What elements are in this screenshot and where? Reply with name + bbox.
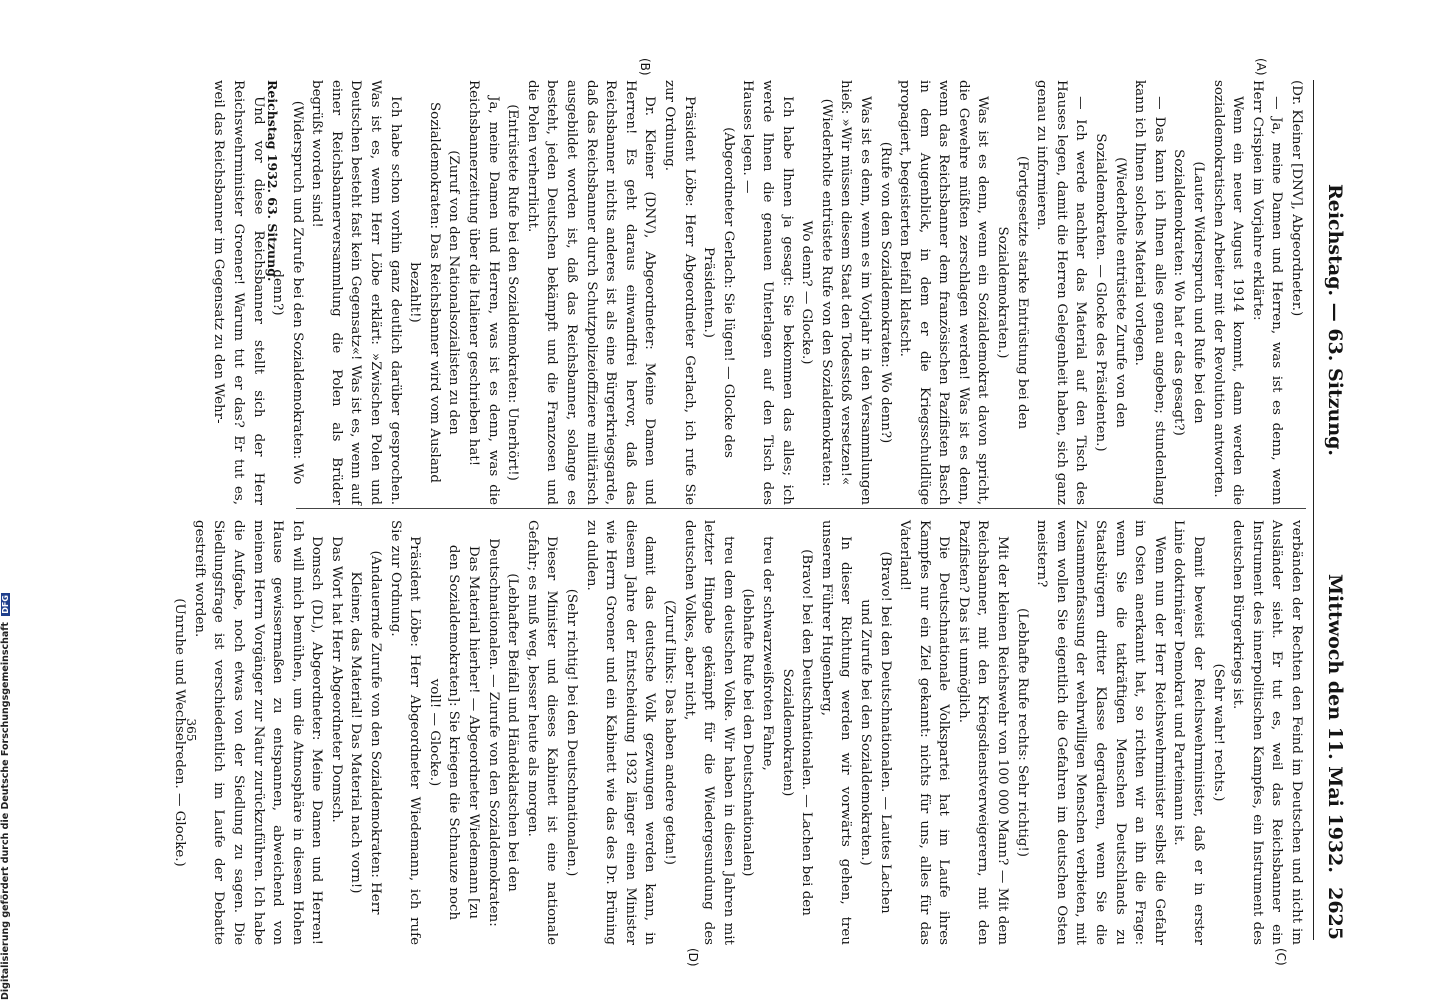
margin-mark-d: (D): [686, 948, 700, 967]
column-divider: [296, 508, 1306, 509]
text-paragraph: Die Deutschnationale Volkspartei hat im Laufe ihres Kampfes nur ein Ziel gekannt: nichts für uns, alles für das Vaterland!: [897, 520, 952, 945]
text-paragraph: treu dem deutschen Volke. Wir haben in diesen Jahren mit letzter Hingabe gekämpft für die Wiedergesundung des deutschen Volkes, aber nicht,: [681, 520, 736, 945]
text-paragraph: — Ich werde nachher das Material auf den Tisch des Hauses legen, damit die Herren Gelegenheit haben, sich ganz genau zu informieren.: [1034, 80, 1089, 505]
interjection-paragraph: (Sehr richtig! bei den Deutschnationalen.): [564, 588, 580, 877]
text-paragraph: verbänden der Rechten den Feind im Deutschen und nicht im Ausländer sieht. Er tut es, weil das Reichsbanner ein Instrument des innerpolitischen Kampfes, ein Instrument des deutschen Bürgerkriegs ist.: [1230, 520, 1304, 945]
text-paragraph: damit das deutsche Volk gezwungen werden kann, in diesem Jahre der Entscheidung 1932 länger einen Minister wie Herrn Groener und ein Kabinett wie das des Dr. Brüning zu dulden.: [583, 520, 658, 945]
interjection-paragraph: (lebhafte Rufe bei den Deutschnationalen): [740, 588, 756, 877]
text-paragraph: — Ja, meine Damen und Herren, was ist es denn, wenn Herr Crispien im Vorjahre erklärte:: [1249, 80, 1285, 505]
text-paragraph: In dieser Richtung werden wir vorwärts gehen, treu unserem Führer Hugenberg,: [818, 520, 854, 945]
text-paragraph: Damit beweist der Reichswehrminister, daß er in erster Linie doktrinärer Demokrat und Parteimann ist.: [1171, 520, 1207, 945]
left-text-column: [209, 80, 1306, 505]
text-paragraph: Dieser Minister und dieses Kabinett ist eine nationale Gefahr; es muß weg, besser heute als morgen.: [524, 520, 560, 945]
interjection-paragraph: (Bravo! bei den Deutschnationalen. — Lautes Lachen und Zurufe bei den Sozialdemokraten.): [857, 551, 893, 914]
text-paragraph: Was ist es denn, wenn ein Sozialdemokrat davon spricht, die Gewehre müßten zerschlagen werden! Was ist es denn, wenn das Reichsbanner dem französischen Pazifisten Basch in dem Augenblick, in dem er die Kriegsschuldlüge propagiert, begeisterten Beifall klatscht.: [897, 80, 991, 505]
text-paragraph: — Das kann ich Ihnen alles genau angeben; stundenlang kann ich Ihnen solches Material vorlegen.: [1132, 80, 1167, 505]
interjection-paragraph: (Bravo! bei den Deutschnationalen. — Lachen bei den Sozialdemokraten): [779, 549, 815, 916]
speaker-paragraph: Dr. Kleiner (DNV), Abgeordneter: Meine Damen und Herren! Es geht daraus einwandfrei hervor, daß das Reichsbanner nichts anderes ist als eine Bürgerkriegsgarde, daß das Reichsbanner durch Schutzpolizeioffiziere militärisch ausgebildet worden ist, daß das Reichsbanner, solange es besteht, jeden Deutschen bekämpft und die Franzosen und die Polen verherrlicht.: [524, 80, 658, 505]
text-paragraph: Ich habe schon vorhin ganz deutlich darüber gesprochen. Was ist es, wenn Herr Löbe erklärt: »Zwischen Polen und Deutschen besteht fast kein Gegensatz«! Was ist es, wenn auf einer Reichsbannerversammlung die Polen als Brüder begrüßt worden sind!: [309, 80, 403, 505]
interjection-paragraph: (Unruhe und Wechselreden. — Glocke.): [172, 598, 188, 867]
margin-mark-b: (B): [638, 58, 652, 76]
text-paragraph: Ja, meine Damen und Herren, was ist es denn, was die Reichsbannerzeitung über die Italiener geschrieben hat!: [466, 80, 501, 505]
interjection-paragraph: (Widerspruch und Zurufe bei den Sozialdemokraten: Wo denn?): [270, 100, 305, 485]
digitization-credit-text: Digitalisierung gefördert durch die Deutsche Forschungsgemeinschaft: [0, 622, 11, 1000]
interjection-paragraph: (Lebhafte Rufe rechts: Sehr richtig!): [1014, 607, 1030, 858]
footer-session-note: Reichstag 1932. 63. Sitzung.: [265, 80, 280, 282]
interjection-paragraph: (Zuruf von den Nationalsozialisten zu den Sozialdemokraten: Das Reichsbanner wird vom Ausland bezahlt!): [407, 102, 462, 483]
dfg-logo: DFG: [1, 595, 10, 614]
text-paragraph: Das Wort hat Herr Abgeordneter Domsch.: [328, 536, 344, 823]
text-paragraph: (Dr. Kleiner [DNV], Abgeordneter.): [1289, 80, 1304, 317]
margin-mark-c: (C): [1274, 948, 1288, 966]
interjection-paragraph: (Andauernde Zurufe von den Sozialdemokraten: Herr Kleiner, das Material! Das Material nach vorn!): [348, 550, 384, 915]
speaker-paragraph: Präsident Löbe: Herr Abgeordneter Gerlach, ich rufe Sie zur Ordnung.: [662, 80, 697, 505]
header-session: Reichstag. — 63. Sitzung.: [1324, 183, 1346, 457]
interjection-paragraph: (Abgeordneter Gerlach: Sie lügen! — Glocke des Präsidenten.): [701, 127, 736, 458]
interjection-paragraph: (Lauter Widerspruch und Rufe bei den Sozialdemokraten: Wo hat er das gesagt?): [1171, 149, 1207, 436]
text-paragraph: Mit der kleinen Reichswehr von 100 000 Mann? — Mit dem Reichsbanner, mit den Kriegsdienstverweigerern, mit den Pazifisten? Das ist unmöglich.: [955, 520, 1011, 945]
reichstag-protocol-page: [68, 50, 1358, 970]
text-paragraph: treu der schwarzweißroten Fahne,: [759, 536, 775, 771]
interjection-paragraph: (Sehr wahr! rechts.): [1210, 663, 1226, 802]
interjection-paragraph: (Lebhafter Beifall und Händeklatschen bei den Deutschnationalen. — Zurufe von den Sozialdemokraten: Das Material hierher! — Abgeordneter Wiedemann [zu den Sozialdemokraten]: Sie kriegen die Schnauze noch voll! — Glocke.): [426, 538, 521, 927]
interjection-paragraph: (Wiederholte entrüstete Zurufe von den Sozialdemokraten. — Glocke des Präsidenten.): [1093, 133, 1128, 452]
interjection-paragraph: (Entrüstete Rufe bei den Sozialdemokraten: Unerhört!): [505, 104, 521, 481]
page-header: [1313, 80, 1354, 940]
text-paragraph: Wenn nun der Herr Reichswehrminister selbst die Gefahr im Osten anerkannt hat, so richten wir an ihn die Frage: wenn Sie die tatkräftigen Menschen Deutschlands zu Staatsbürgern dritter Klasse degradieren, wenn Sie die Zusammenfassung der wehrwilligen Menschen verbieten, mit wem wollen Sie eigentlich die Gefahren im deutschen Osten meistern?: [1034, 520, 1167, 945]
margin-mark-a: (A): [1254, 58, 1268, 76]
text-paragraph: Wenn ein neuer August 1914 kommt, dann werden die sozialdemokratischen Arbeiter mit der Revolution antworten.: [1210, 80, 1246, 505]
footer-page-number: 365: [184, 718, 198, 742]
header-page-number: 2625: [1324, 887, 1346, 940]
header-date: Mittwoch den 11. Mai 1932.: [1324, 574, 1346, 873]
text-paragraph: Ich habe Ihnen ja gesagt: Sie bekommen das alles; ich werde Ihnen die genauen Unterlagen auf den Tisch des Hauses legen. —: [740, 80, 795, 505]
text-paragraph: Was ist es denn, wenn es im Vorjahr in den Versammlungen hieß: »Wir müssen diesem Staat den Todesstoß versetzen!«: [838, 80, 873, 505]
speaker-paragraph: Präsident Löbe: Herr Abgeordneter Wiedemann, ich rufe Sie zur Ordnung.: [387, 520, 423, 945]
interjection-paragraph: (Fortgesetzte starke Entrüstung bei den Sozialdemokraten.): [995, 155, 1030, 430]
interjection-paragraph: (Zuruf links: Das haben andere getan!): [662, 600, 677, 865]
interjection-paragraph: (Rufe von den Sozialdemokraten: Wo denn?): [877, 141, 893, 444]
right-text-column: [170, 520, 1306, 945]
text-paragraph: Und vor diese Reichsbanner stellt sich der Herr Reichswehrminister Groener! Warum tut er das? Er tut es, weil das Reichsbanner im Gegensatz zu den Wehr-: [211, 80, 266, 505]
digitization-credit: [0, 580, 12, 1000]
interjection-paragraph: (Wiederholte entrüstete Rufe von den Sozialdemokraten: Wo denn? — Glocke.): [799, 98, 834, 487]
speaker-paragraph: Domsch (DL), Abgeordneter: Meine Damen und Herren! Ich will mich bemühen, um die Atmosphäre in diesem Hohen Hause gewissermaßen zu entspannen, abweichend von meinem Herrn Vorgänger zur Natur zurückzuführen. Ich habe die Aufgabe, noch etwas von der Siedlung zu sagen. Die Siedlungsfrage ist verschiedentlich im Laufe der Debatte gestreift worden.: [191, 520, 325, 945]
